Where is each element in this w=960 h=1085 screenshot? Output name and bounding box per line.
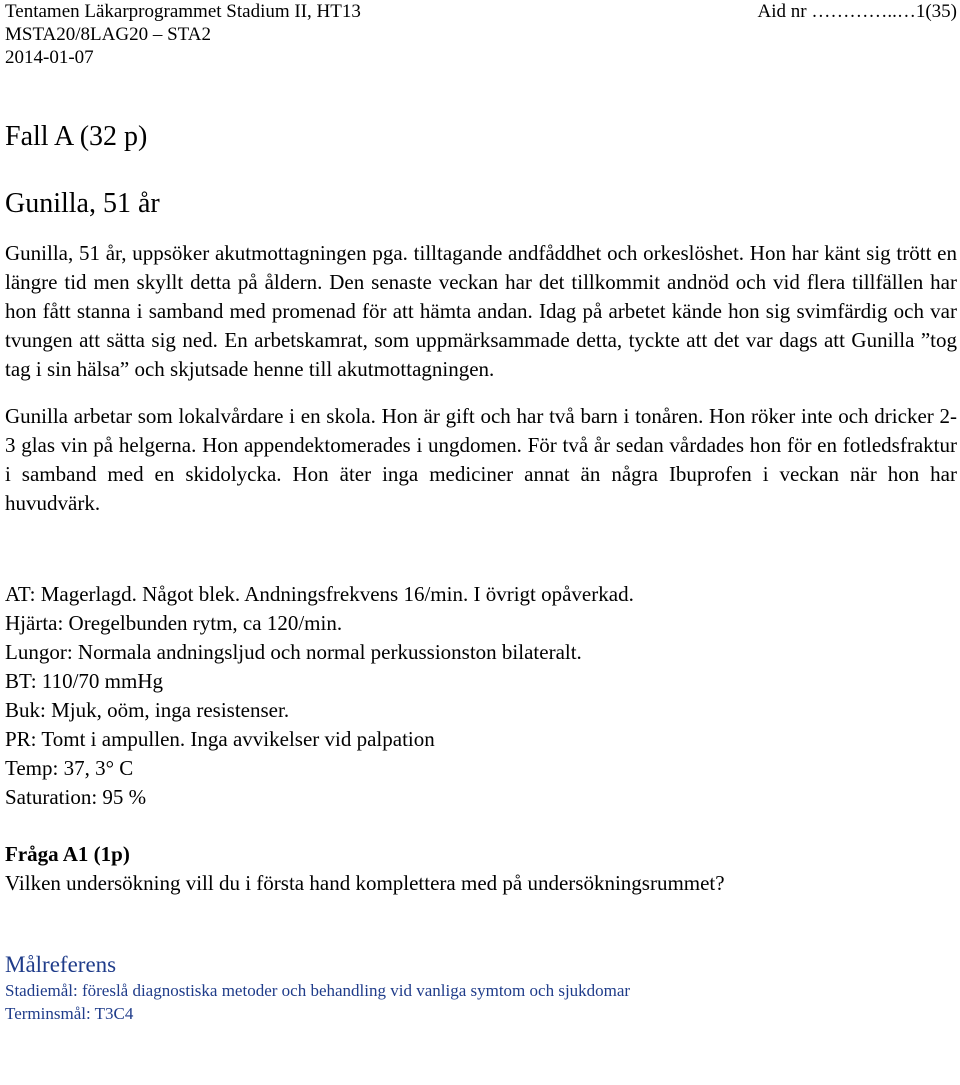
exam-page — [5, 0, 957, 1025]
finding-lungs: Lungor: Normala andningsljud och normal perkussionston bilateralt. — [5, 640, 582, 664]
course-code: MSTA20/8LAG20 – STA2 — [5, 24, 211, 45]
goal-reference — [5, 951, 957, 1025]
finding-blood-pressure: BT: 110/70 mmHg — [5, 669, 164, 693]
finding-heart: Hjärta: Oregelbunden rytm, ca 120/min. — [5, 611, 343, 635]
examination-findings — [5, 580, 957, 812]
document-header — [5, 0, 957, 69]
exam-title: Tentamen Läkarprogrammet Stadium II, HT13 — [5, 1, 361, 22]
finding-saturation: Saturation: 95 % — [5, 785, 147, 809]
stage-goal: Stadiemål: föreslå diagnostiska metoder och behandling vid vanliga symtom och sjukdomar — [5, 981, 631, 1000]
aid-number: Aid nr …………..…1(35) — [757, 1, 957, 22]
question-title: Fråga A1 (1p) — [5, 842, 130, 866]
finding-abdomen: Buk: Mjuk, oöm, inga resistenser. — [5, 698, 290, 722]
question-text: Vilken undersökning vill du i första hand komplettera med på undersökningsrummet? — [5, 871, 725, 895]
patient-title: Gunilla, 51 år — [5, 188, 160, 219]
term-goal: Terminsmål: T3C4 — [5, 1004, 134, 1023]
exam-date: 2014-01-07 — [5, 47, 94, 68]
goal-reference-title: Målreferens — [5, 952, 117, 977]
finding-temperature: Temp: 37, 3° C — [5, 756, 134, 780]
finding-rectal: PR: Tomt i ampullen. Inga avvikelser vid palpation — [5, 727, 435, 751]
finding-general: AT: Magerlagd. Något blek. Andningsfrekvens 16/min. I övrigt opåverkad. — [5, 582, 634, 606]
case-history-paragraph: Gunilla, 51 år, uppsöker akutmottagningen pga. tilltagande andfåddhet och orkeslöshet. Hon har känt sig trött en längre tid men skyllt detta på åldern. Den senaste veckan har det tillkommit andnöd och vid flera tillfällen har hon fått stanna i samband med promenad för att hämta andan. Idag på arbetet kände hon sig svimfärdig och var tvungen att sätta sig ned. En arbetskamrat, som uppmärksammade detta, tyckte att det var dags att Gunilla ”tog tag i sin hälsa” och skjutsade henne till akutmottagningen. — [5, 241, 957, 381]
social-history-paragraph: Gunilla arbetar som lokalvårdare i en skola. Hon är gift och har två barn i tonåren. Hon röker inte och dricker 2-3 glas vin på helgerna. Hon appendektomerades i ungdomen. För två år sedan vårdades hon för en fotledsfraktur i samband med en skidolycka. Hon äter inga mediciner annat än några Ibuprofen i veckan när hon har huvudvärk. — [5, 404, 957, 515]
case-title: Fall A (32 p) — [5, 121, 148, 152]
